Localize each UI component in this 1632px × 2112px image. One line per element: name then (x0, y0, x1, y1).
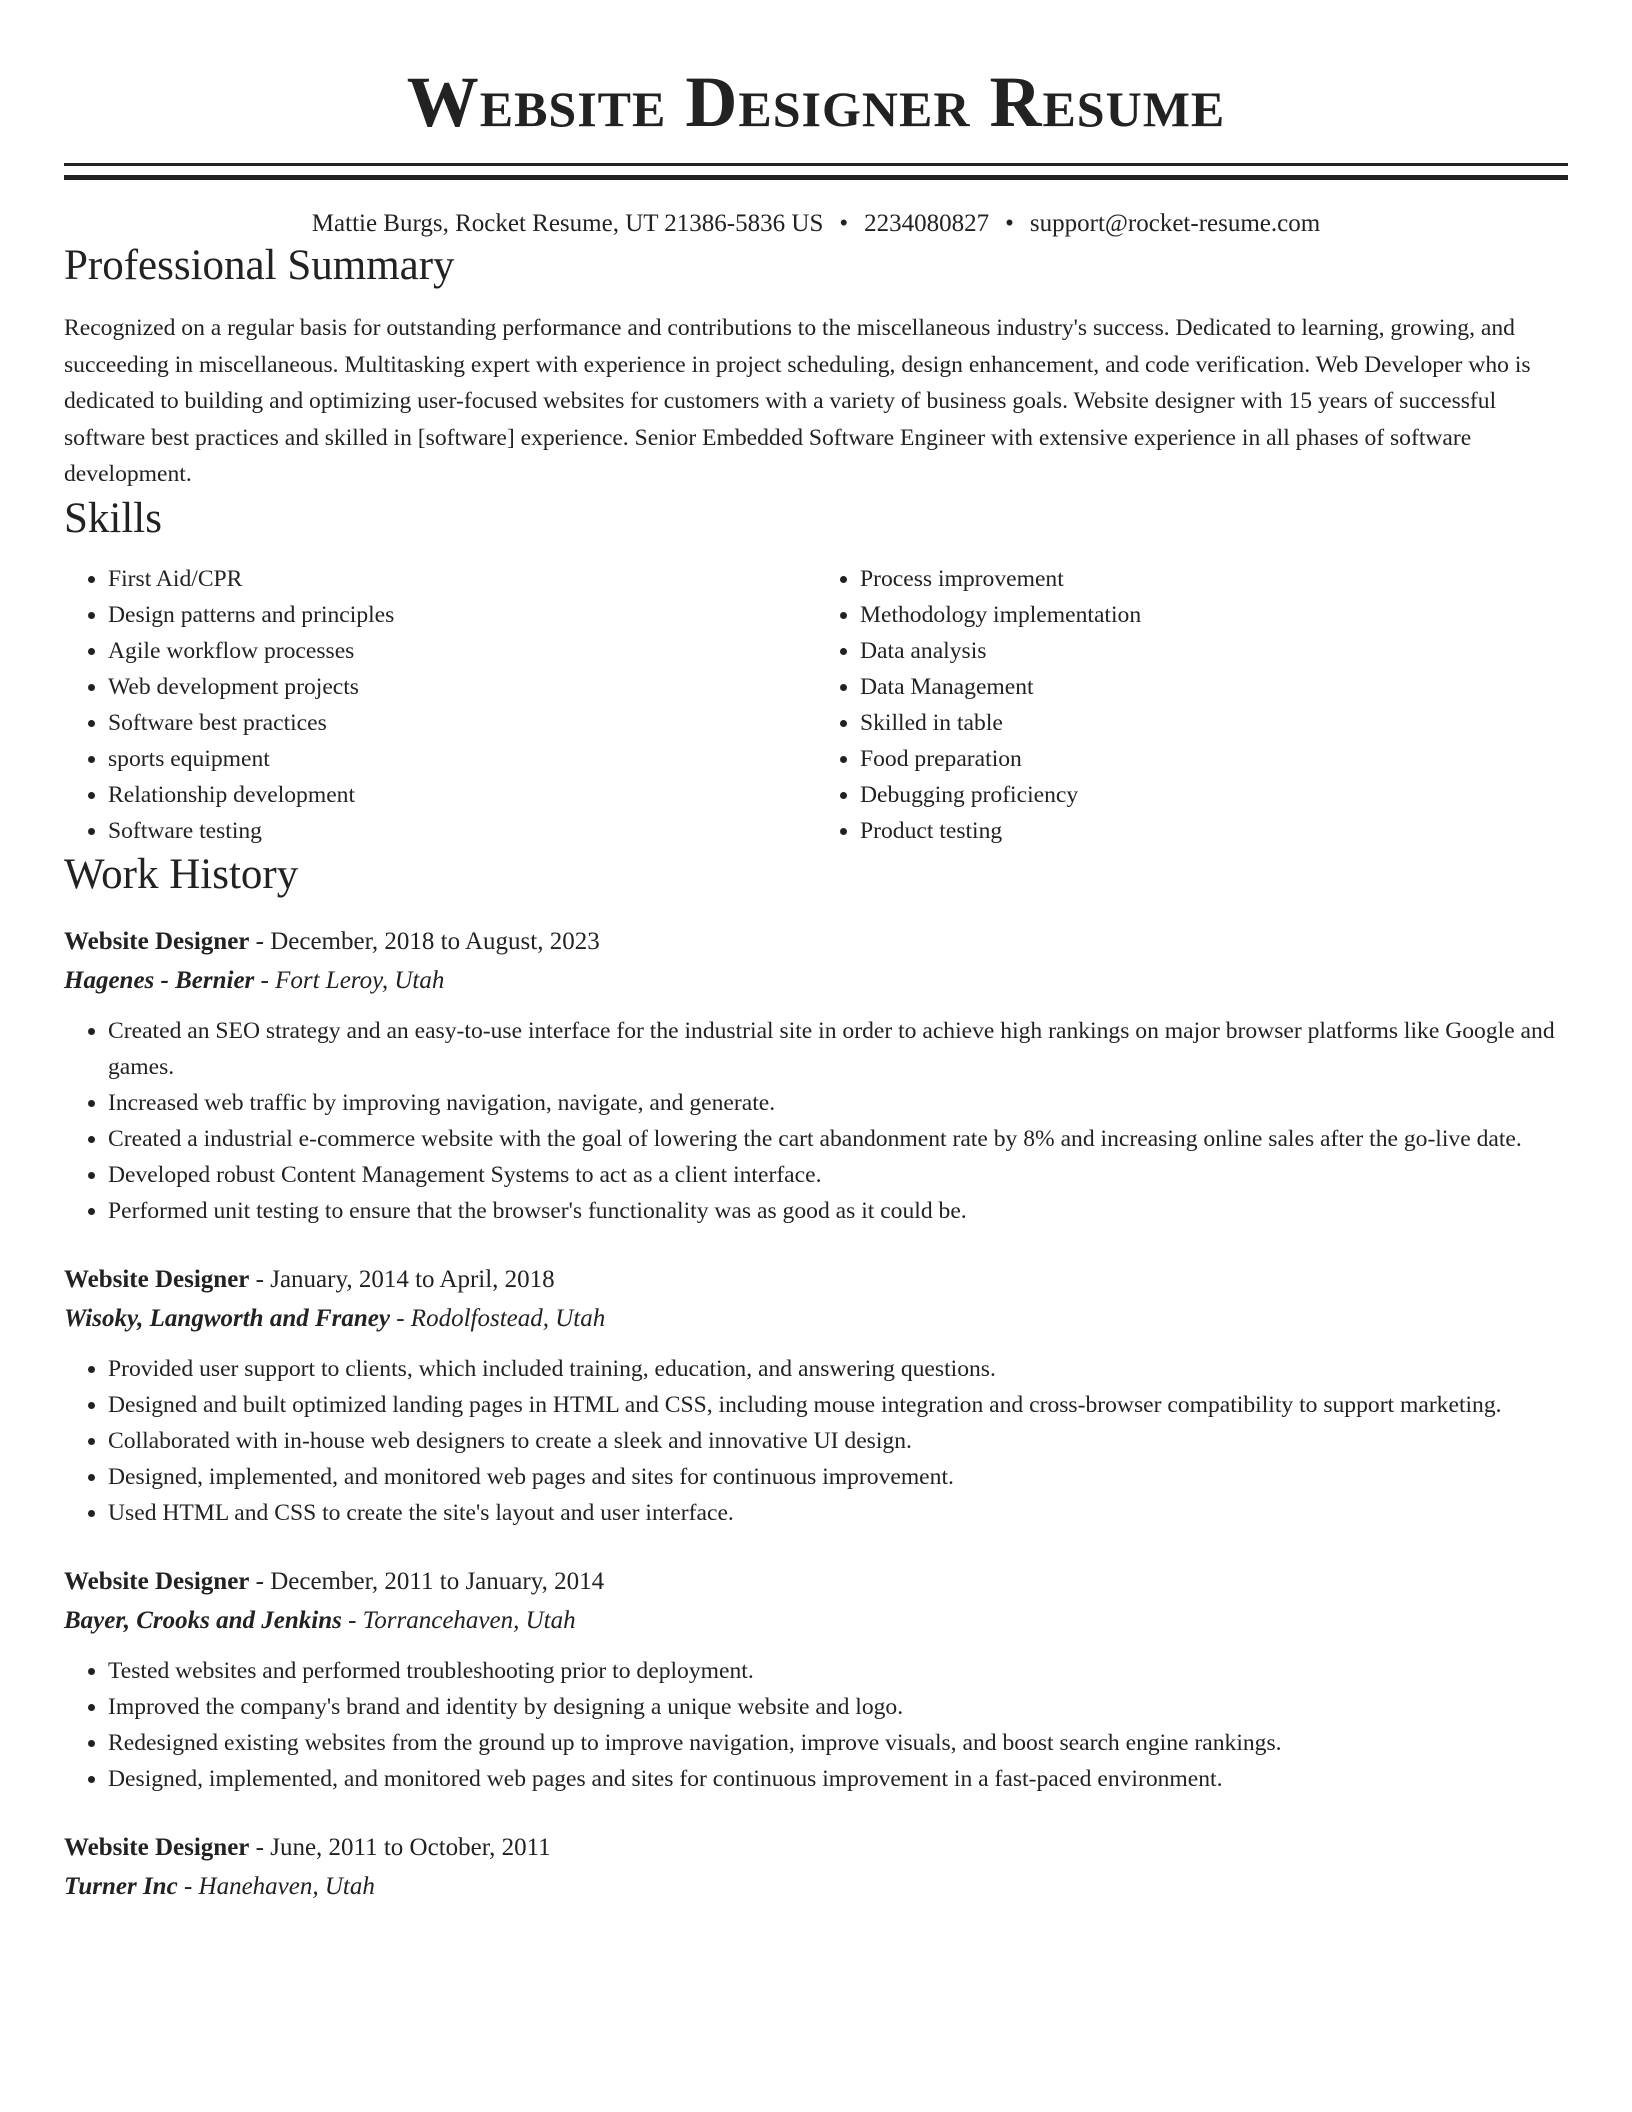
job-company-line (64, 1867, 1568, 1907)
skill-item: • Software testing (108, 813, 816, 849)
duty-item: • Performed unit testing to ensure that the browser's functionality was as good as it could be. (108, 1193, 1568, 1229)
skill-item: • Web development projects (108, 669, 816, 705)
job-dates: - December, 2018 to August, 2023 (249, 927, 600, 955)
summary-text: Recognized on a regular basis for outstanding performance and contributions to the miscellaneous industry's success. Dedicated to learning, growing, and succeeding in miscellaneous. Multitasking expert with experience in project scheduling, design enhancement, and code verification. Web Developer who is dedicated to building and optimizing user-focused websites for customers with a variety of business goals. Website designer with 15 years of successful software best practices and skilled in [software] experience. Senior Embedded Software Engineer with extensive experience in all phases of software development. (64, 315, 1531, 487)
skill-item: • Food preparation (860, 741, 1568, 777)
title-divider (64, 163, 1568, 180)
skill-item: • Software best practices (108, 705, 816, 741)
job-title-line (64, 1261, 1568, 1299)
contact-phone: 2234080827 (864, 210, 990, 237)
resume-title: Website Designer Resume (406, 62, 1226, 142)
job-duties (64, 1351, 1568, 1531)
summary-heading: Professional Summary (64, 242, 455, 289)
job-dates: - June, 2011 to October, 2011 (249, 1833, 551, 1861)
duty-item: • Collaborated with in-house web designers to create a sleek and innovative UI design. (108, 1423, 1568, 1459)
professional-summary-section (64, 240, 1568, 493)
duty-item: • Redesigned existing websites from the ground up to improve navigation, improve visuals, and boost search engine rankings. (108, 1725, 1568, 1761)
job-title-line (64, 923, 1568, 961)
job-location: - Hanehaven, Utah (177, 1872, 375, 1900)
job-role: Website Designer (64, 1567, 250, 1595)
skill-item: • First Aid/CPR (108, 561, 816, 597)
contact-email: support@rocket-resume.com (1029, 210, 1321, 237)
job-company-line (64, 961, 1568, 1001)
job-title-line (64, 1563, 1568, 1601)
duty-item: • Designed and built optimized landing pages in HTML and CSS, including mouse integration and cross-browser compatibility to support marketing. (108, 1387, 1568, 1423)
job-role: Website Designer (64, 1265, 250, 1293)
resume-page (64, 0, 1568, 1907)
skill-item: • Process improvement (860, 561, 1568, 597)
skills-columns (64, 561, 1568, 849)
job-company: Wisoky, Langworth and Franey (64, 1304, 390, 1332)
duty-item: • Developed robust Content Management Systems to act as a client interface. (108, 1157, 1568, 1193)
job-company: Hagenes - Bernier (64, 966, 255, 994)
skills-list-right (816, 561, 1568, 849)
skills-heading: Skills (64, 494, 162, 542)
skill-item: • Data Management (860, 669, 1568, 705)
contact-line (64, 208, 1568, 240)
skills-list-left (64, 561, 816, 849)
duty-item: • Designed, implemented, and monitored web pages and sites for continuous improvement. (108, 1459, 1568, 1495)
job-company: Turner Inc (64, 1872, 178, 1900)
skill-item: • Agile workflow processes (108, 633, 816, 669)
duty-item: • Improved the company's brand and identity by designing a unique website and logo. (108, 1689, 1568, 1725)
skills-section (64, 493, 1568, 849)
job-entry (64, 1563, 1568, 1797)
job-title-line (64, 1829, 1568, 1867)
job-dates: - January, 2014 to April, 2018 (249, 1265, 555, 1293)
duty-item: • Tested websites and performed troubleshooting prior to deployment. (108, 1653, 1568, 1689)
job-location: - Fort Leroy, Utah (254, 966, 445, 994)
skill-item: • Design patterns and principles (108, 597, 816, 633)
job-role: Website Designer (64, 927, 250, 955)
job-company-line (64, 1299, 1568, 1339)
job-location: - Rodolfostead, Utah (389, 1304, 606, 1332)
duty-item: • Increased web traffic by improving navigation, navigate, and generate. (108, 1085, 1568, 1121)
job-entry (64, 1829, 1568, 1907)
duty-item: • Designed, implemented, and monitored web pages and sites for continuous improvement in a fast-paced environment. (108, 1761, 1568, 1797)
work-history-heading: Work History (64, 850, 299, 898)
work-history-section (64, 849, 1568, 1907)
job-entry (64, 923, 1568, 1229)
duty-item: • Created an SEO strategy and an easy-to-use interface for the industrial site in order to achieve high rankings on major browser platforms like Google and games. (108, 1013, 1568, 1085)
contact-separator: • (1005, 210, 1014, 237)
job-dates: - December, 2011 to January, 2014 (249, 1567, 605, 1595)
skill-item: • sports equipment (108, 741, 816, 777)
job-location: - Torrancehaven, Utah (341, 1606, 576, 1634)
contact-separator: • (839, 210, 849, 237)
job-duties (64, 1013, 1568, 1229)
job-role: Website Designer (64, 1833, 250, 1861)
skill-item: • Relationship development (108, 777, 816, 813)
job-company-line (64, 1601, 1568, 1641)
skill-item: • Methodology implementation (860, 597, 1568, 633)
job-company: Bayer, Crooks and Jenkins (64, 1606, 342, 1634)
skill-item: • Data analysis (860, 633, 1568, 669)
duty-item: • Provided user support to clients, which included training, education, and answering questions. (108, 1351, 1568, 1387)
duty-item: • Used HTML and CSS to create the site's layout and user interface. (108, 1495, 1568, 1531)
skill-item: • Skilled in table (860, 705, 1568, 741)
job-entry (64, 1261, 1568, 1531)
duty-item: • Created a industrial e-commerce website with the goal of lowering the cart abandonment rate by 8% and increasing online sales after the go-live date. (108, 1121, 1568, 1157)
skill-item: • Debugging proficiency (860, 777, 1568, 813)
contact-address: Mattie Burgs, Rocket Resume, UT 21386-5836 US (311, 210, 824, 237)
skill-item: • Product testing (860, 813, 1568, 849)
job-duties (64, 1653, 1568, 1797)
